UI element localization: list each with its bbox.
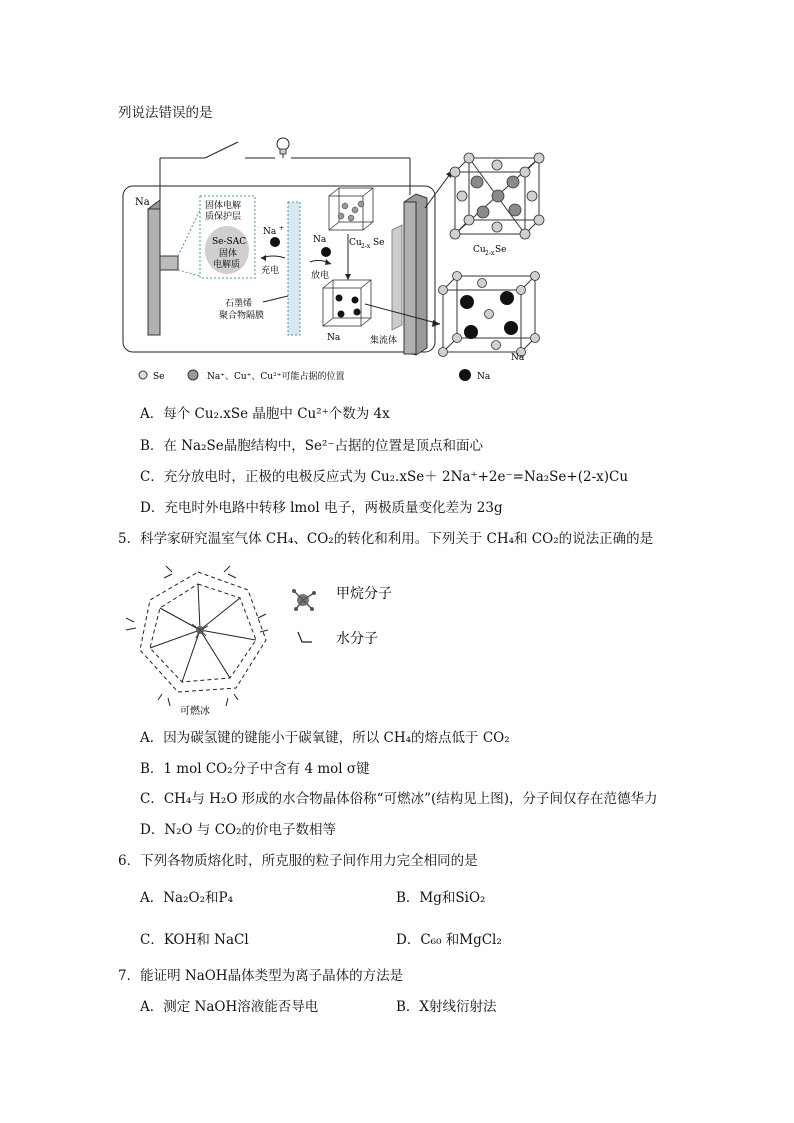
q5-stem: 5．科学家研究温室气体 CH₄、CO₂的转化和利用。下列关于 CH₄和 CO₂的说法正确的是 (118, 531, 654, 547)
graphene-membrane (288, 202, 300, 335)
q6-option-c: C．KOH和 NaCl (140, 932, 249, 948)
protect-layer-label: 固体电解 (205, 201, 242, 211)
charge-label: 充电 (261, 266, 280, 276)
discharge-label: 放电 (311, 271, 330, 281)
water-icon (298, 632, 312, 642)
na2se-crystal-cell (439, 272, 540, 357)
q4-option-b: B．在 Na₂Se晶胞结构中，Se²⁻占据的位置是顶点和面心 (140, 438, 483, 454)
legend-se: Se (153, 372, 165, 382)
methane-icon (292, 589, 316, 611)
q6-option-d: D．C₆₀ 和MgCl₂ (396, 932, 502, 948)
battery-diagram (115, 130, 565, 390)
cu2xse-crystal-cell (450, 153, 544, 239)
membrane-label-2: 聚合物隔膜 (219, 311, 265, 321)
combustible-ice-diagram (118, 560, 418, 720)
protect-layer-label-2: 质保护层 (205, 212, 242, 222)
q7-option-b: B．X射线衍射法 (396, 999, 497, 1015)
q5-option-b: B．1 mol CO₂分子中含有 4 mol σ键 (140, 761, 370, 777)
q5-option-d: D．N₂O 与 CO₂的价电子数相等 (140, 822, 337, 838)
solid-label: 固体 (219, 249, 238, 259)
na-electrode-label: Na (135, 197, 150, 208)
cu-sub: 2-x (361, 243, 371, 250)
legend-cu: Na⁺、Cu⁺、Cu²⁺可能占据的位置 (207, 372, 345, 382)
svg-text:+: + (279, 225, 285, 232)
intro-text: 列说法错误的是 (118, 105, 213, 121)
small-na2se-cell (323, 280, 371, 326)
small-cu2xse-cell (329, 188, 373, 230)
cu2xse-caption-se: Se (495, 245, 507, 255)
se-label: Se (373, 238, 385, 248)
se-sac-label: Se-SAC (212, 237, 247, 247)
q6-option-b: B．Mg和SiO₂ (396, 890, 486, 906)
cu-label: Cu (349, 238, 362, 248)
ice-caption: 可燃冰 (180, 706, 210, 717)
q4-option-d: D．充电时外电路中转移 lmol 电子，两极质量变化差为 23g (140, 500, 503, 516)
na-ion-label: Na (263, 227, 277, 237)
membrane-label: 石墨烯 (225, 299, 253, 309)
water-label: 水分子 (336, 631, 378, 647)
legend-na: Na (477, 372, 491, 382)
cu2xse-caption: Cu (473, 245, 486, 255)
collector-label: 集流体 (370, 336, 398, 346)
na2se-label: Na (327, 333, 341, 343)
q6-option-a: A．Na₂O₂和P₄ (140, 890, 233, 906)
na-ion-label-2: Na (313, 235, 327, 245)
q6-stem: 6．下列各物质熔化时，所克服的粒子间作用力完全相同的是 (118, 853, 478, 869)
q7-stem: 7．能证明 NaOH晶体类型为离子晶体的方法是 (118, 968, 404, 984)
q4-option-c: C．充分放电时，正极的电极反应式为 Cu₂.xSe＋ 2Na⁺+2e⁻=Na₂Se+(2-x)Cu (140, 469, 629, 485)
q4-option-a: A．每个 Cu₂.xSe 晶胞中 Cu²⁺个数为 4x (140, 406, 390, 422)
na2se-caption: Na (511, 353, 525, 363)
cu2xse-caption-sub: 2-x (485, 250, 495, 257)
lightbulb-icon (277, 138, 289, 158)
methane-label: 甲烷分子 (336, 586, 392, 602)
q5-option-a: A．因为碳氢键的键能小于碳氧键，所以 CH₄的熔点低于 CO₂ (140, 730, 510, 746)
q7-option-a: A．测定 NaOH溶液能否导电 (140, 999, 319, 1015)
q5-option-c: C．CH₄与 H₂O 形成的水合物晶体俗称“可燃冰”(结构见上图)，分子间仅存在范德华力 (140, 791, 658, 807)
solid-label-2: 电解质 (213, 260, 241, 270)
